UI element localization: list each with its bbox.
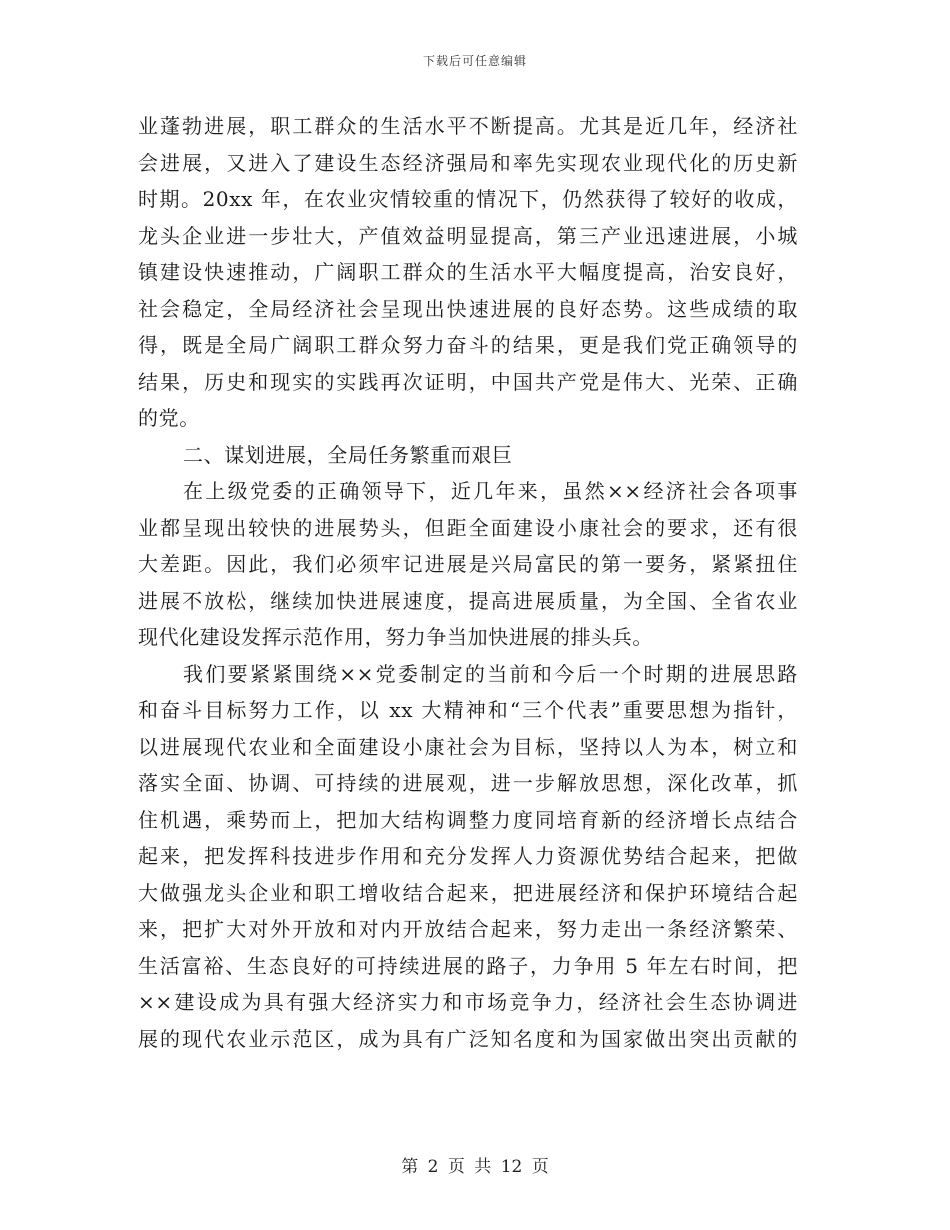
document-body: [138, 108, 798, 1057]
text-line: 二、谋划进展，全局任务繁重而艰巨: [183, 442, 513, 467]
text-line: 我们要紧紧围绕××党委制定的当前和今后一个时期的进展思路: [183, 661, 798, 686]
text-line: 的党。: [138, 406, 200, 430]
text-line: 现代化建设发挥示范作用，努力争当加快进展的排头兵。: [138, 625, 653, 649]
text-line: 会进展，又进入了建设生态经济强局和率先实现农业现代化的历史新: [138, 150, 798, 175]
text-line: ××建设成为具有强大经济实力和市场竞争力，经济社会生态协调进: [138, 990, 798, 1014]
text-line: 和奋斗目标努力工作，以 xx 大精神和“三个代表”重要思想为指针，: [138, 698, 798, 722]
text-line: 时期。20xx 年，在农业灾情较重的情况下，仍然获得了较好的收成，: [138, 187, 798, 211]
text-line: 住机遇，乘势而上，把加大结构调整力度同培育新的经济增长点结合: [138, 807, 798, 832]
text-line: 来，把扩大对外开放和对内开放结合起来，努力走出一条经济繁荣、: [138, 917, 798, 941]
page-header-note: 下载后可任意编辑: [422, 54, 527, 68]
text-line: 社会稳定，全局经济社会呈现出快速进展的良好态势。这些成绩的取: [138, 296, 798, 321]
text-line: 业都呈现出较快的进展势头，但距全面建设小康社会的要求，还有很: [138, 515, 798, 540]
text-line: 以进展现代农业和全面建设小康社会为目标，坚持以人为本，树立和: [138, 734, 798, 759]
text-line: 大做强龙头企业和职工增收结合起来，把进展经济和保护环境结合起: [138, 880, 798, 905]
text-line: 结果，历史和现实的实践再次证明，中国共产党是伟大、光荣、正确: [138, 369, 798, 394]
text-line: 得，既是全局广阔职工群众努力奋斗的结果，更是我们党正确领导的: [138, 333, 798, 357]
text-line: 在上级党委的正确领导下，近几年来，虽然××经济社会各项事: [183, 479, 798, 503]
text-line: 起来，把发挥科技进步作用和充分发挥人力资源优势结合起来，把做: [138, 844, 798, 868]
text-line: 生活富裕、生态良好的可持续进展的路子，力争用 5 年左右时间，把: [138, 953, 798, 978]
page-number-footer: 第 2 页 共 12 页: [401, 1157, 549, 1177]
text-line: 镇建设快速推动，广阔职工群众的生活水平大幅度提高，治安良好，: [138, 260, 798, 284]
text-line: 落实全面、协调、可持续的进展观，进一步解放思想，深化改革，抓: [138, 771, 798, 795]
text-line: 进展不放松，继续加快进展速度，提高进展质量，为全国、全省农业: [138, 588, 798, 613]
text-line: 展的现代农业示范区，成为具有广泛知名度和为国家做出突出贡献的: [138, 1026, 798, 1051]
text-line: 业蓬勃进展，职工群众的生活水平不断提高。尤其是近几年，经济社: [138, 114, 798, 138]
text-line: 大差距。因此，我们必须牢记进展是兴局富民的第一要务，紧紧扭住: [138, 552, 798, 576]
text-line: 龙头企业进一步壮大，产值效益明显提高，第三产业迅速进展，小城: [138, 223, 798, 248]
